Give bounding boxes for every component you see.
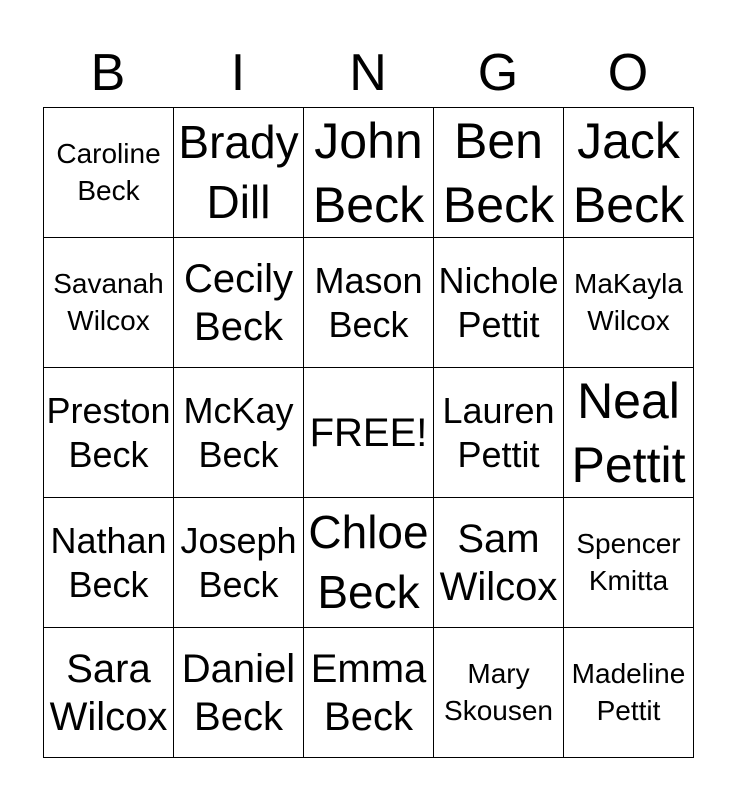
free-space-cell[interactable] (303, 367, 433, 497)
header-letter-i: I (230, 44, 246, 102)
header-letter-b: B (90, 44, 126, 102)
cell-name: Mary Skousen (444, 658, 553, 726)
bingo-cell[interactable] (303, 237, 433, 367)
header-letter-g: G (477, 44, 519, 102)
bingo-cell[interactable] (173, 627, 303, 757)
bingo-cell[interactable] (433, 237, 563, 367)
cell-name: Ben Beck (442, 112, 555, 233)
cell-name: Emma Beck (310, 646, 427, 739)
cell-name: Mason Beck (314, 260, 423, 345)
bingo-cell[interactable] (43, 497, 173, 627)
bingo-cell[interactable] (303, 497, 433, 627)
bingo-cell[interactable] (173, 107, 303, 237)
cell-name: Nichole Pettit (438, 260, 559, 345)
cell-name: McKay Beck (183, 390, 294, 475)
header-letter-n: N (349, 44, 387, 102)
bingo-cell[interactable] (563, 497, 693, 627)
bingo-cell[interactable] (43, 627, 173, 757)
bingo-cell[interactable] (563, 237, 693, 367)
bingo-cell[interactable] (433, 107, 563, 237)
cell-name: Lauren Pettit (442, 390, 555, 475)
bingo-cell[interactable] (173, 237, 303, 367)
cell-name: John Beck (312, 112, 425, 233)
cell-name: Savanah Wilcox (53, 268, 164, 336)
cell-name: Sam Wilcox (439, 516, 558, 609)
bingo-cell[interactable] (433, 627, 563, 757)
cell-name: Daniel Beck (181, 646, 296, 739)
bingo-card-grid (43, 107, 694, 758)
cell-name: Madeline Pettit (571, 658, 686, 726)
bingo-cell[interactable] (563, 627, 693, 757)
cell-name: Chloe Beck (308, 505, 429, 618)
header-letter-o: O (607, 44, 649, 102)
cell-name: Joseph Beck (180, 520, 297, 605)
bingo-header (43, 40, 693, 106)
bingo-cell[interactable] (563, 107, 693, 237)
free-space-label: FREE! (309, 410, 428, 455)
bingo-cell[interactable] (173, 367, 303, 497)
bingo-cell[interactable] (43, 107, 173, 237)
cell-name: Preston Beck (46, 390, 171, 475)
bingo-cell[interactable] (303, 107, 433, 237)
cell-name: Nathan Beck (50, 520, 167, 605)
bingo-cell[interactable] (173, 497, 303, 627)
cell-name: Brady Dill (178, 115, 299, 228)
cell-name: Jack Beck (572, 112, 685, 233)
bingo-cell[interactable] (433, 367, 563, 497)
cell-name: Caroline Beck (56, 138, 161, 206)
cell-name: MaKayla Wilcox (574, 268, 683, 336)
bingo-cell[interactable] (303, 627, 433, 757)
cell-name: Spencer Kmitta (576, 528, 681, 596)
cell-name: Cecily Beck (184, 256, 293, 349)
bingo-cell[interactable] (433, 497, 563, 627)
cell-name: Neal Pettit (571, 372, 686, 493)
cell-name: Sara Wilcox (49, 646, 168, 739)
bingo-cell[interactable] (43, 237, 173, 367)
bingo-cell[interactable] (563, 367, 693, 497)
bingo-cell[interactable] (43, 367, 173, 497)
